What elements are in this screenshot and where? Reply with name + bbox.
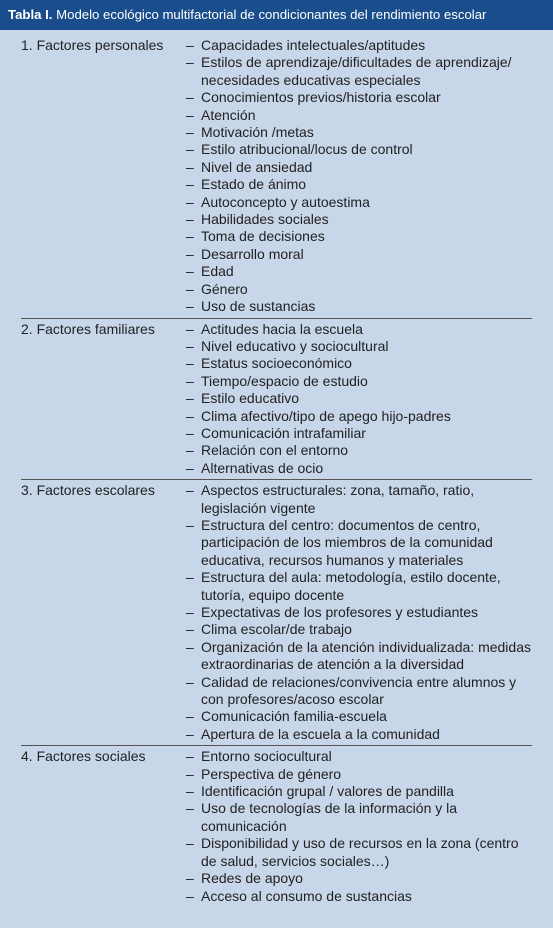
factor-item-text: Estilo atribucional/locus de control xyxy=(201,141,413,158)
factor-item xyxy=(186,355,532,372)
factor-item-text: Estilos de aprendizaje/dificultades de aprendizaje/ necesidades educativas especiales xyxy=(201,54,512,88)
dash-bullet: – xyxy=(186,355,194,372)
factor-item xyxy=(186,460,532,477)
factor-item-text: Habilidades sociales xyxy=(201,211,329,228)
factor-list xyxy=(186,748,532,905)
factor-item-text: Comunicación intrafamiliar xyxy=(201,424,366,441)
factor-item-text: Alternativas de ocio xyxy=(201,459,324,476)
dash-bullet: – xyxy=(186,800,194,817)
dash-bullet: – xyxy=(186,887,194,904)
factor-item xyxy=(186,321,532,338)
factor-item xyxy=(186,621,532,638)
factor-item xyxy=(186,141,532,158)
factor-item-text: Motivación /metas xyxy=(201,124,314,141)
factor-item-text: Conocimientos previos/historia escolar xyxy=(201,89,441,106)
factor-item-text: Atención xyxy=(201,106,256,123)
factor-item xyxy=(186,800,532,835)
dash-bullet: – xyxy=(186,280,194,297)
dash-bullet: – xyxy=(186,158,194,175)
factor-item xyxy=(186,517,532,569)
factor-item-text: Estructura del aula: metodología, estilo docente, tutoría, equipo docente xyxy=(201,569,501,603)
factor-item-text: Expectativas de los profesores y estudiantes xyxy=(201,604,479,620)
dash-bullet: – xyxy=(186,569,194,586)
dash-bullet: – xyxy=(186,783,194,800)
dash-bullet: – xyxy=(186,211,194,228)
factor-item-text: Nivel de ansiedad xyxy=(201,158,313,175)
factor-item xyxy=(186,176,532,193)
dash-bullet: – xyxy=(186,390,194,407)
factor-item xyxy=(186,281,532,298)
factor-item-text: Clima afectivo/tipo de apego hijo-padres xyxy=(201,407,451,424)
factor-item-text: Nivel educativo y sociocultural xyxy=(201,337,389,354)
factor-item-text: Aspectos estructurales: zona, tamaño, ratio, legislación vigente xyxy=(201,482,475,516)
dash-bullet: – xyxy=(186,459,194,476)
factor-item-text: Uso de sustancias xyxy=(201,298,316,315)
table-title: Modelo ecológico multifactorial de condicionantes del rendimiento escolar xyxy=(56,7,487,22)
dash-bullet: – xyxy=(186,482,194,499)
dash-bullet: – xyxy=(186,89,194,106)
factor-group-social xyxy=(21,746,532,907)
factor-item xyxy=(186,124,532,141)
factor-group-personal xyxy=(21,35,532,319)
dash-bullet: – xyxy=(186,748,194,765)
factor-group-label: 1. Factores personales xyxy=(21,37,164,53)
factor-group-label: 2. Factores familiares xyxy=(21,320,155,337)
factor-item xyxy=(186,211,532,228)
factor-item xyxy=(186,390,532,407)
factor-item-text: Uso de tecnologías de la información y la comunicación xyxy=(201,800,458,834)
factor-item-text: Perspectiva de género xyxy=(201,765,342,782)
factor-item-text: Estructura del centro: documentos de centro, participación de los miembros de la comunidad educativa, recursos humanos y materiales xyxy=(201,516,493,568)
factor-item xyxy=(186,89,532,106)
factor-item xyxy=(186,766,532,783)
factor-item xyxy=(186,870,532,887)
factor-item-text: Estado de ánimo xyxy=(201,176,307,193)
factor-list xyxy=(186,482,532,743)
dash-bullet: – xyxy=(186,54,194,71)
dash-bullet: – xyxy=(186,228,194,245)
factor-item xyxy=(186,783,532,800)
factor-item-text: Entorno sociocultural xyxy=(201,748,332,765)
factor-item-text: Desarrollo moral xyxy=(201,245,304,262)
dash-bullet: – xyxy=(186,725,194,742)
factor-item-text: Estilo educativo xyxy=(201,390,300,407)
factor-item-text: Organización de la atención individualizada: medidas extraordinarias de atención a la diversidad xyxy=(201,638,531,673)
factor-item xyxy=(186,748,532,765)
dash-bullet: – xyxy=(186,320,194,337)
dash-bullet: – xyxy=(186,176,194,193)
dash-bullet: – xyxy=(186,621,194,638)
factor-item xyxy=(186,373,532,390)
dash-bullet: – xyxy=(186,765,194,782)
factor-item-text: Estatus socioeconómico xyxy=(201,355,352,372)
dash-bullet: – xyxy=(186,604,194,620)
factor-group-label: 3. Factores escolares xyxy=(21,482,155,499)
factor-item-text: Comunicación familia-escuela xyxy=(201,708,387,725)
factor-item xyxy=(186,194,532,211)
dash-bullet: – xyxy=(186,141,194,158)
dash-bullet: – xyxy=(186,516,194,533)
factor-item xyxy=(186,639,532,674)
factor-group-label: 4. Factores sociales xyxy=(21,748,146,765)
factor-item-text: Tiempo/espacio de estudio xyxy=(201,372,368,389)
factor-item-text: Apertura de la escuela a la comunidad xyxy=(201,725,440,742)
table-number: Tabla I. xyxy=(8,7,53,22)
factor-group-family xyxy=(21,319,532,481)
factor-item-text: Calidad de relaciones/convivencia entre alumnos y con profesores/acoso escolar xyxy=(201,673,517,708)
factor-item xyxy=(186,263,532,280)
factor-item xyxy=(186,888,532,905)
table-title-bar xyxy=(0,0,553,30)
dash-bullet: – xyxy=(186,337,194,354)
dash-bullet: – xyxy=(186,245,194,262)
dash-bullet: – xyxy=(186,835,194,852)
factor-item xyxy=(186,338,532,355)
factor-item-text: Toma de decisiones xyxy=(201,228,325,245)
dash-bullet: – xyxy=(186,37,194,53)
factor-item xyxy=(186,708,532,725)
factor-item xyxy=(186,425,532,442)
dash-bullet: – xyxy=(186,870,194,887)
factor-item-text: Relación con el entorno xyxy=(201,442,349,459)
dash-bullet: – xyxy=(186,407,194,424)
factor-item-text: Actitudes hacia la escuela xyxy=(201,320,363,337)
factor-item-text: Edad xyxy=(201,263,234,280)
factor-item xyxy=(186,674,532,709)
factor-item xyxy=(186,107,532,124)
factor-item xyxy=(186,408,532,425)
factor-item xyxy=(186,159,532,176)
factor-item-text: Capacidades intelectuales/aptitudes xyxy=(201,37,426,53)
factor-item-text: Redes de apoyo xyxy=(201,870,303,887)
factor-list xyxy=(186,321,532,478)
factor-item xyxy=(186,726,532,743)
factor-item xyxy=(186,298,532,315)
factor-group-school xyxy=(21,480,532,746)
factor-item xyxy=(186,54,532,89)
table-body xyxy=(0,30,553,907)
factor-item-text: Acceso al consumo de sustancias xyxy=(201,887,412,904)
dash-bullet: – xyxy=(186,298,194,315)
factor-item xyxy=(186,482,532,517)
dash-bullet: – xyxy=(186,442,194,459)
factor-item-text: Clima escolar/de trabajo xyxy=(201,621,352,638)
dash-bullet: – xyxy=(186,106,194,123)
dash-bullet: – xyxy=(186,372,194,389)
dash-bullet: – xyxy=(186,708,194,725)
factor-item xyxy=(186,442,532,459)
factor-item xyxy=(186,228,532,245)
dash-bullet: – xyxy=(186,263,194,280)
factor-item xyxy=(186,569,532,604)
dash-bullet: – xyxy=(186,638,194,655)
factor-item-text: Autoconcepto y autoestima xyxy=(201,193,370,210)
dash-bullet: – xyxy=(186,673,194,690)
factor-item xyxy=(186,604,532,621)
factor-item xyxy=(186,835,532,870)
dash-bullet: – xyxy=(186,424,194,441)
dash-bullet: – xyxy=(186,193,194,210)
factor-item-text: Género xyxy=(201,280,248,297)
factor-list xyxy=(186,37,532,316)
factor-item-text: Disponibilidad y uso de recursos en la zona (centro de salud, servicios sociales…) xyxy=(201,835,519,869)
factor-item xyxy=(186,246,532,263)
factor-item xyxy=(186,37,532,54)
factor-item-text: Identificación grupal / valores de pandilla xyxy=(201,783,454,800)
dash-bullet: – xyxy=(186,124,194,141)
